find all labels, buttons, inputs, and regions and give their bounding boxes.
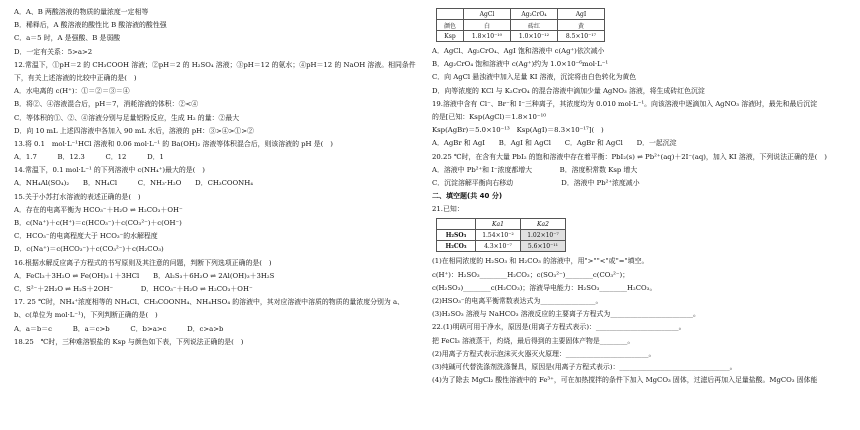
right-line: c(H⁺)：H₂SO₃________H₂CO₃；c(SO₃²⁻)________c(CO₃²⁻)； <box>432 270 630 279</box>
right-line: (4)为了除去 MgCl₂ 酸性溶液中的 Fe³⁺，可在加热搅拌的条件下加入 MgCO₃ 固体，过滤后再加入足量盐酸。MgCO₃ 固体能 <box>432 376 818 385</box>
ksp-table-header <box>437 9 605 20</box>
left-line: D．c(Na⁺)＝c(HCO₃⁻)＋c(CO₃²⁻)＋c(H₂CO₃) <box>14 245 164 254</box>
right-line: C．沉淀溶解平衡向右移动 D．溶液中 Pb²⁺浓度减小 <box>432 178 640 187</box>
right-line: (3)纯碱可代替洗涤剂洗涤餐具，原因是(用离子方程式表示)：________________________________。 <box>432 362 737 371</box>
ksp-table-row <box>437 31 605 42</box>
left-line: 15.关于小苏打水溶液的表述正确的是( ) <box>14 192 141 201</box>
right-line: 二、填空题(共 40 分) <box>432 192 503 201</box>
right-line: D．向等浓度的 KCl 与 K₂CrO₄ 的混合溶液中滴加少量 AgNO₃ 溶液，将生成砖红色沉淀 <box>432 86 705 95</box>
right-line: A．溶液中 Pb²⁺和 I⁻浓度都增大 B．溶度积常数 Ksp 增大 <box>432 165 638 174</box>
ka-table-row <box>437 241 566 252</box>
right-line: B．Ag₂CrO₄ 饱和溶液中 c(Ag⁺)约为 1.0×10⁻⁶mol·L⁻¹ <box>432 60 609 69</box>
ksp-table-row <box>437 20 605 31</box>
left-line: C．S²⁻＋2H₂O ⇌ H₂S＋2OH⁻ D．HCO₃⁻＋H₂O ⇌ H₂CO₃＋OH⁻ <box>14 284 253 293</box>
left-line: 14.常温下，0.1 mol·L⁻¹ 的下列溶液中 c(NH₄⁺)最大的是( ) <box>14 166 205 175</box>
ka-table-cell: 1.54×10⁻² <box>476 230 521 241</box>
left-line: A．FeCl₃＋3H₂O ⇌ Fe(OH)₃↓＋3HCl B．Al₂S₃＋6H₂O ⇌ 2Al(OH)₃＋3H₂S <box>14 271 275 280</box>
left-line: A．存在的电离平衡为 HCO₃⁻＋H₂O ⇌ H₂CO₃＋OH⁻ <box>14 205 183 214</box>
ka-table-cell: Ka2 <box>521 219 566 230</box>
right-line: (2)HSO₃⁻的电离平衡常数表达式为________________。 <box>432 297 603 305</box>
ksp-table-cell: 黄 <box>558 20 605 31</box>
left-line: A．a＝b＝c B．a＝c>b C．b>a>c D．c>a>b <box>14 324 224 333</box>
right-line: C．向 AgCl 悬浊液中加入足量 KI 溶液，沉淀将由白色转化为黄色 <box>432 73 637 82</box>
right-lines-b <box>432 255 848 387</box>
right-line: Ksp(AgBr)＝5.0×10⁻¹³ Ksp(AgI)＝8.3×10⁻¹⁷]( ) <box>432 126 604 135</box>
ksp-table-cell: 1.8×10⁻¹⁰ <box>464 31 511 42</box>
left-line: C．a＝5 时，A 是强酸、B 是弱酸 <box>14 34 121 43</box>
left-line: B．稀释后，A 酸溶液的酸性比 B 酸溶液的酸性强 <box>14 21 167 30</box>
ka-table-cell: H₂SO₃ <box>437 230 476 241</box>
ksp-table-cell: 白 <box>464 20 511 31</box>
ksp-table-cell: 8.5×10⁻¹⁷ <box>558 31 605 42</box>
left-line: A．水电离的 c(H⁺)：①＝②＝③＝④ <box>14 87 130 96</box>
right-line: 19.溶液中含有 Cl⁻、Br⁻和 I⁻三种离子，其浓度均为 0.010 mol·L⁻¹。向该溶液中逐滴加入 AgNO₃ 溶液时，最先和最后沉淀 <box>432 99 818 108</box>
left-column <box>14 6 419 349</box>
ksp-table-cell: 砖红 <box>511 20 558 31</box>
right-line: A．AgBr 和 AgI B．AgI 和 AgCl C．AgBr 和 AgCl D．一起沉淀 <box>432 139 677 148</box>
acid-constant-table <box>436 218 566 252</box>
ka-table-cell: H₂CO₃ <box>437 241 476 252</box>
left-line: b、c(单位为 mol·L⁻¹)，下列判断正确的是( ) <box>14 311 158 320</box>
left-line: B．c(Na⁺)＋c(H⁺)＝c(HCO₃⁻)＋c(CO₃²⁻)＋c(OH⁻) <box>14 219 182 227</box>
left-line: 17. 25 ℃时，NH₄⁺浓度相等的 NH₄Cl、CH₃COONH₄、NH₄HSO₄ 的溶液中，其对应溶液中溶质的物质的量浓度分别为 a、 <box>14 298 404 307</box>
left-line: 16.根据水解反应离子方程式的书写原则及其注意的问题，判断下列选项正确的是( ) <box>14 258 272 267</box>
right-column <box>432 6 848 387</box>
right-line: (3)H₂SO₃ 溶液与 NaHCO₃ 溶液反应的主要离子方程式为________________________。 <box>432 310 700 319</box>
right-line: (1)在相同浓度的 H₂SO₃ 和 H₂CO₃ 的溶液中，用">""<"或"="填空。 <box>432 257 649 266</box>
left-line: B．将②、④溶液混合后，pH＝7，消耗溶液的体积：②<④ <box>14 100 199 109</box>
left-line: 18.25 ℃时，三种难溶银盐的 Ksp 与颜色如下表，下列说法正确的是( ) <box>14 337 244 346</box>
ksp-table-cell: AgI <box>558 9 605 20</box>
left-line: 12.常温下，①pH＝2 的 CH₃COOH 溶液；②pH＝2 的 H₂SO₄ 溶液；③pH＝12 的氨水；④pH＝12 的 NaOH 溶液。相同条件 <box>14 60 416 69</box>
ksp-table-cell: 颜色 <box>437 20 464 31</box>
right-line: (2)用离子方程式表示泡沫灭火器灭火原理：________________________。 <box>432 349 656 358</box>
right-line: 22.(1)明矾可用于净水，原因是(用离子方程式表示)：________________________。 <box>432 323 686 332</box>
right-line: A．AgCl、Ag₂CrO₄、AgI 饱和溶液中 c(Ag⁺)依次减小 <box>432 47 605 55</box>
ka-table-cell: Ka1 <box>476 219 521 230</box>
right-line: 把 FeCl₃ 溶液蒸干，灼烧，最后得到的主要固体产物是________。 <box>432 336 635 345</box>
left-line: A．1.7 B．12.3 C．12 D．1 <box>14 153 164 162</box>
left-line: A．A、B 两酸溶液的物质的量浓度一定相等 <box>14 8 149 16</box>
ka-table-header <box>437 219 566 230</box>
ka-table-row <box>437 230 566 241</box>
right-line: 的是[已知：Ksp(AgCl)＝1.8×10⁻¹⁰ <box>432 112 547 121</box>
left-line: D．向 10 mL 上述四溶液中各加入 90 mL 水后，溶液的 pH：③>④>①>② <box>14 126 254 135</box>
ksp-table-cell: AgCl <box>464 9 511 20</box>
left-line: 13.将 0.1 mol·L⁻¹HCl 溶液和 0.06 mol·L⁻¹ 的 Ba(OH)₂ 溶液等体积混合后，则该溶液的 pH 是( ) <box>14 139 333 148</box>
ka-table-cell <box>437 219 476 230</box>
left-line: C．HCO₃⁻的电离程度大于 HCO₃⁻的水解程度 <box>14 232 158 241</box>
left-line: D．一定有关系：5>a>2 <box>14 47 93 56</box>
right-line: 20.25 ℃时，在含有大量 PbI₂ 的饱和溶液中存在着平衡：PbI₂(s) ⇌ Pb²⁺(aq)＋2I⁻(aq)，加入 KI 溶液，下列说法正确的是( ) <box>432 152 827 161</box>
ksp-table-cell: 1.0×10⁻¹² <box>511 31 558 42</box>
right-line: 21.已知： <box>432 205 464 214</box>
ka-table-cell: 5.6×10⁻¹¹ <box>521 241 566 252</box>
left-line: C．等体积的①、②、④溶液分别与足量铝粉反应，生成 H₂ 的量：②最大 <box>14 113 240 122</box>
ka-table-cell: 4.3×10⁻⁷ <box>476 241 521 252</box>
right-lines-a <box>432 45 848 216</box>
ksp-table-cell: Ag₂CrO₄ <box>511 9 558 20</box>
left-line: A．NH₄Al(SO₄)₂ B．NH₄Cl C．NH₃·H₂O D．CH₃COONH₄ <box>14 179 253 188</box>
silver-salt-ksp-table <box>436 8 605 42</box>
ksp-table-cell: Ksp <box>437 31 464 42</box>
left-line: 下，有关上述溶液的比较中正确的是( ) <box>14 73 137 82</box>
right-line: c(H₂SO₃)________c(H₂CO₃)；溶液导电能力：H₂SO₃________H₂CO₃。 <box>432 283 657 292</box>
ka-table-cell: 1.02×10⁻⁷ <box>521 230 566 241</box>
ksp-table-cell <box>437 9 464 20</box>
